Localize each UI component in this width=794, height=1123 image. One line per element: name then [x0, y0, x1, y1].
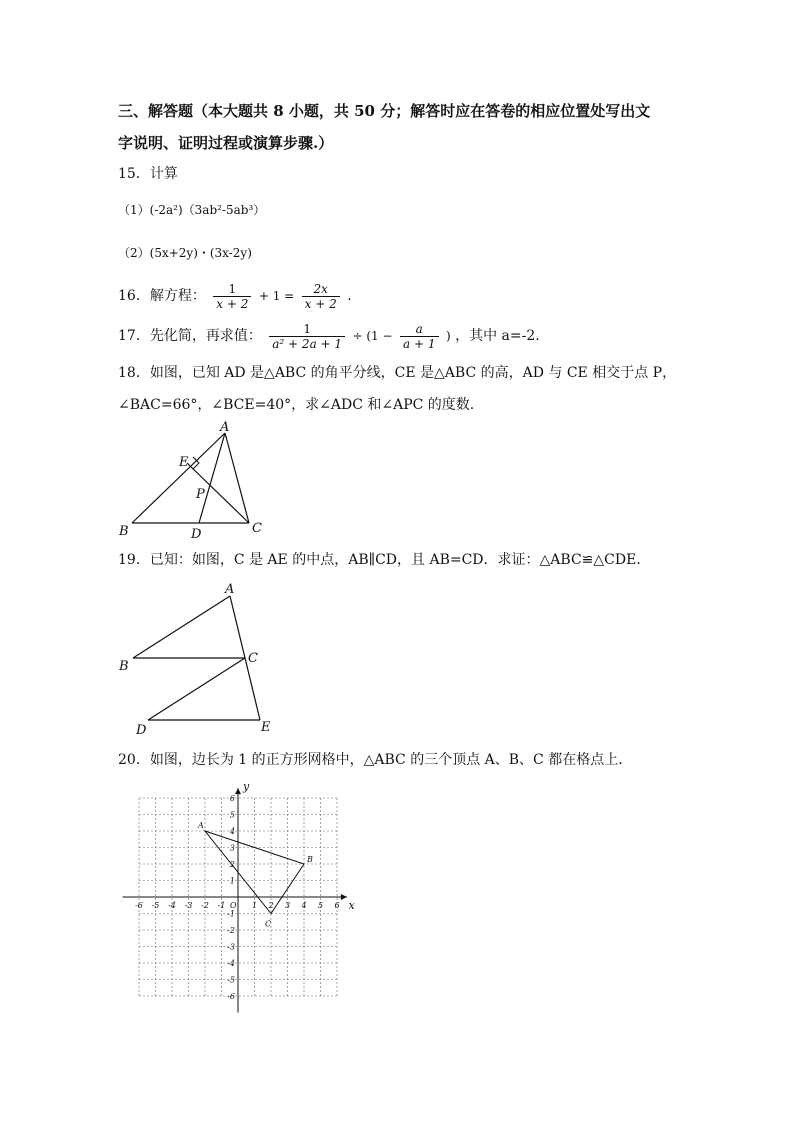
- q17-f1-num: 1: [303, 321, 311, 336]
- q18-line1: 18．如图，已知 AD 是△ABC 的角平分线，CE 是△ABC 的高，AD 与 CE 相交于点 P，: [118, 365, 677, 381]
- q18-label-a: A: [220, 420, 230, 435]
- x-tick-label: 5: [317, 901, 324, 910]
- y-tick-label: 6: [229, 794, 235, 803]
- y-tick-label: -2: [227, 926, 235, 935]
- x-tick-label: 2: [268, 901, 274, 910]
- x-tick-label: -5: [151, 901, 160, 910]
- q19-label-e: E: [261, 720, 271, 735]
- point-label-b: B: [307, 855, 313, 864]
- q17-close: ): [445, 329, 451, 343]
- q19-label-a: A: [225, 582, 235, 597]
- x-tick-label: -2: [201, 901, 209, 910]
- q16-f1-den: x + 2: [213, 296, 251, 311]
- q19-text: 19．已知：如图，C 是 AE 的中点，AB∥CD，且 AB=CD．求证：△ABC≌△CDE.: [118, 552, 641, 568]
- q18-label-d: D: [191, 527, 202, 542]
- y-tick-label: 1: [229, 876, 235, 886]
- x-axis-arrow: [341, 894, 347, 900]
- q16-mid: + 1 =: [258, 289, 295, 303]
- q17-f1-den: a² + 2a + 1: [269, 336, 345, 351]
- q19-label-d: D: [136, 723, 147, 738]
- q20-triangle-abc: [197, 821, 313, 929]
- q20-text: 20．如图，边长为 1 的正方形网格中，△ABC 的三个顶点 A、B、C 都在格点上.: [118, 752, 623, 768]
- y-tick-label: 4: [229, 827, 235, 836]
- q20-axis-y-label: y: [243, 780, 250, 794]
- x-tick-label: -1: [217, 901, 226, 910]
- section-heading-line1: 三、解答题（本大题共 8 小题，共 50 分；解答时应在答卷的相应位置处写出文: [118, 102, 651, 120]
- q18-label-p: P: [196, 487, 205, 502]
- q17-tail: ，其中 a=-2.: [455, 328, 540, 344]
- x-tick-label: 6: [334, 901, 340, 910]
- y-tick-label: -3: [227, 942, 235, 952]
- q17-prefix: 17．先化简，再求值：: [118, 328, 262, 344]
- x-tick-label: -3: [184, 901, 193, 910]
- x-tick-label: 1: [251, 901, 258, 910]
- q16-f2-num: 2x: [313, 281, 328, 296]
- q18-label-b: B: [119, 524, 129, 539]
- y-tick-label: 3: [229, 843, 235, 853]
- q16-f2-den: x + 2: [302, 296, 340, 311]
- x-tick-label: -6: [135, 901, 143, 910]
- y-tick-label: -4: [227, 959, 235, 968]
- y-tick-label: -6: [227, 992, 235, 1001]
- q16-end: .: [347, 288, 352, 304]
- q17-op: ÷ (1 −: [352, 329, 393, 343]
- q15-title: 15．计算: [118, 166, 178, 182]
- y-tick-label: 5: [229, 810, 235, 820]
- q18-line2: ∠BAC=66°，∠BCE=40°，求∠ADC 和∠APC 的度数.: [118, 397, 475, 413]
- q19-label-b: B: [119, 659, 129, 674]
- x-tick-label: 3: [284, 901, 291, 910]
- q17-f2-num: a: [415, 321, 423, 336]
- point-label-a: A: [198, 821, 204, 830]
- q18-label-c: C: [252, 521, 262, 536]
- q20-origin-label: O: [230, 901, 237, 910]
- q16-prefix: 16．解方程：: [118, 288, 206, 304]
- y-tick-label: -5: [227, 975, 235, 985]
- section-heading-line2: 字说明、证明过程或演算步骤.）: [118, 134, 334, 152]
- q16-f1-num: 1: [228, 281, 237, 296]
- point-label-c: C: [265, 919, 272, 929]
- q15-part2: （2）(5x+2y)・(3x-2y): [118, 246, 252, 260]
- y-tick-label: -1: [227, 909, 235, 919]
- q17-f2-den: a + 1: [400, 336, 438, 351]
- q18-label-e: E: [179, 455, 189, 470]
- x-tick-label: -4: [168, 901, 176, 910]
- q15-part1: （1）(-2a²)（3ab²-5ab³）: [118, 203, 266, 217]
- y-tick-label: 2: [229, 860, 235, 869]
- y-axis-arrow: [235, 788, 241, 794]
- q19-label-c: C: [248, 651, 258, 666]
- x-tick-label: 4: [301, 901, 307, 910]
- q20-axis-x-label: x: [348, 899, 355, 912]
